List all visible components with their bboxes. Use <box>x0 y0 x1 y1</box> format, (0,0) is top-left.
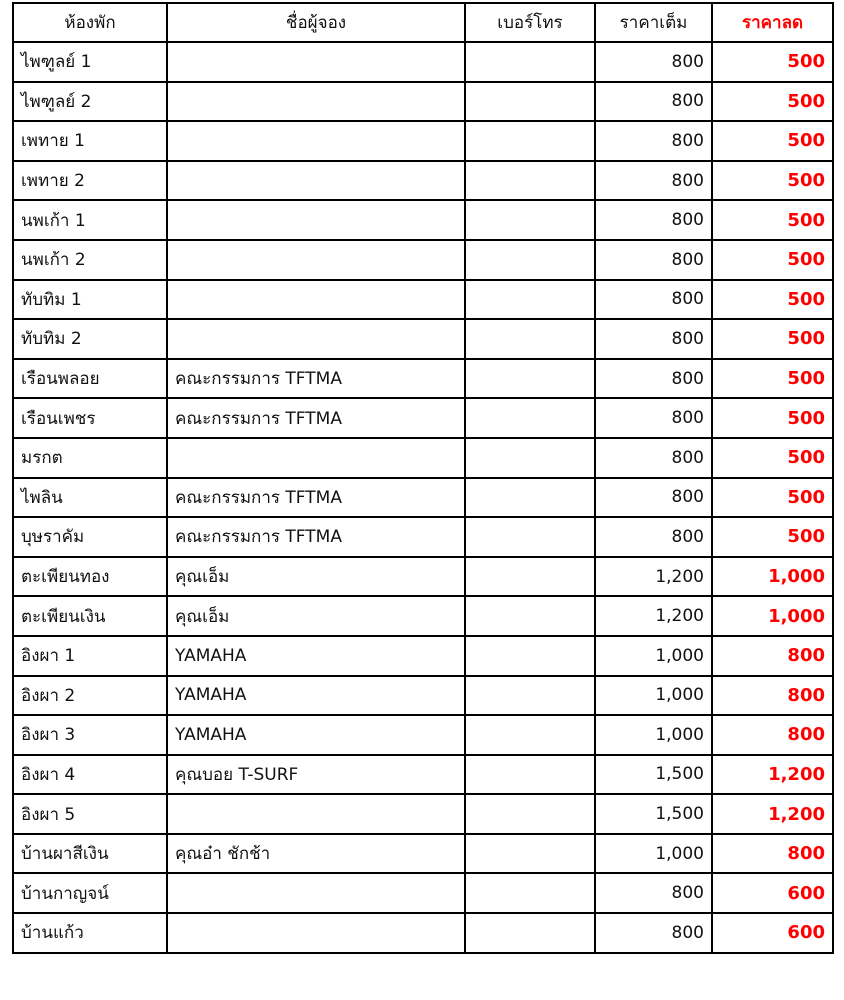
phone-cell <box>465 676 595 716</box>
table-row <box>13 438 833 478</box>
room-cell: ทับทิม 2 <box>13 319 167 359</box>
table-row <box>13 557 833 597</box>
header-guest-name: ชื่อผู้จอง <box>167 3 465 42</box>
room-booking-table <box>12 2 834 954</box>
guest-name-cell <box>167 161 465 201</box>
full-price-cell: 800 <box>595 200 712 240</box>
full-price-cell: 1,000 <box>595 636 712 676</box>
full-price-cell: 1,500 <box>595 794 712 834</box>
room-cell: อิงผา 5 <box>13 794 167 834</box>
discount-price-cell: 500 <box>712 240 833 280</box>
discount-price-cell: 600 <box>712 913 833 953</box>
discount-price-cell: 500 <box>712 359 833 399</box>
table-row <box>13 873 833 913</box>
table-row <box>13 676 833 716</box>
full-price-cell: 1,000 <box>595 834 712 874</box>
phone-cell <box>465 438 595 478</box>
phone-cell <box>465 161 595 201</box>
room-cell: เพทาย 1 <box>13 121 167 161</box>
full-price-cell: 800 <box>595 517 712 557</box>
discount-price-cell: 1,200 <box>712 755 833 795</box>
guest-name-cell <box>167 794 465 834</box>
room-cell: บ้านผาสีเงิน <box>13 834 167 874</box>
room-cell: อิงผา 4 <box>13 755 167 795</box>
header-room: ห้องพัก <box>13 3 167 42</box>
discount-price-cell: 500 <box>712 82 833 122</box>
phone-cell <box>465 715 595 755</box>
table-row <box>13 280 833 320</box>
table-row <box>13 517 833 557</box>
guest-name-cell <box>167 280 465 320</box>
room-cell: ตะเพียนทอง <box>13 557 167 597</box>
discount-price-cell: 800 <box>712 636 833 676</box>
phone-cell <box>465 755 595 795</box>
full-price-cell: 800 <box>595 240 712 280</box>
phone-cell <box>465 873 595 913</box>
full-price-cell: 800 <box>595 280 712 320</box>
table-row <box>13 319 833 359</box>
full-price-cell: 800 <box>595 319 712 359</box>
full-price-cell: 800 <box>595 398 712 438</box>
guest-name-cell: คณะกรรมการ TFTMA <box>167 478 465 518</box>
guest-name-cell <box>167 200 465 240</box>
discount-price-cell: 500 <box>712 319 833 359</box>
discount-price-cell: 500 <box>712 438 833 478</box>
room-cell: เพทาย 2 <box>13 161 167 201</box>
table-row <box>13 596 833 636</box>
table-row <box>13 834 833 874</box>
guest-name-cell: คณะกรรมการ TFTMA <box>167 517 465 557</box>
room-cell: บ้านกาญจน์ <box>13 873 167 913</box>
full-price-cell: 800 <box>595 121 712 161</box>
full-price-cell: 800 <box>595 913 712 953</box>
table-row <box>13 42 833 82</box>
full-price-cell: 800 <box>595 42 712 82</box>
room-cell: ไพลิน <box>13 478 167 518</box>
room-cell: ไพฑูลย์ 2 <box>13 82 167 122</box>
table-row <box>13 82 833 122</box>
discount-price-cell: 500 <box>712 398 833 438</box>
guest-name-cell: YAMAHA <box>167 715 465 755</box>
room-cell: เรือนพลอย <box>13 359 167 399</box>
guest-name-cell <box>167 240 465 280</box>
phone-cell <box>465 42 595 82</box>
full-price-cell: 800 <box>595 478 712 518</box>
discount-price-cell: 500 <box>712 517 833 557</box>
room-cell: อิงผา 3 <box>13 715 167 755</box>
guest-name-cell <box>167 319 465 359</box>
table-body <box>13 42 833 953</box>
phone-cell <box>465 478 595 518</box>
room-cell: นพเก้า 2 <box>13 240 167 280</box>
discount-price-cell: 600 <box>712 873 833 913</box>
guest-name-cell: คุณเอ็ม <box>167 596 465 636</box>
phone-cell <box>465 557 595 597</box>
room-cell: เรือนเพชร <box>13 398 167 438</box>
discount-price-cell: 1,000 <box>712 557 833 597</box>
guest-name-cell: คุณอ๋า ชักช้า <box>167 834 465 874</box>
discount-price-cell: 500 <box>712 121 833 161</box>
discount-price-cell: 1,000 <box>712 596 833 636</box>
phone-cell <box>465 319 595 359</box>
guest-name-cell: YAMAHA <box>167 676 465 716</box>
full-price-cell: 800 <box>595 161 712 201</box>
table-row <box>13 398 833 438</box>
phone-cell <box>465 834 595 874</box>
discount-price-cell: 800 <box>712 834 833 874</box>
phone-cell <box>465 240 595 280</box>
full-price-cell: 1,200 <box>595 557 712 597</box>
guest-name-cell: YAMAHA <box>167 636 465 676</box>
table-row <box>13 121 833 161</box>
table-row <box>13 913 833 953</box>
phone-cell <box>465 121 595 161</box>
phone-cell <box>465 82 595 122</box>
discount-price-cell: 800 <box>712 676 833 716</box>
table-row <box>13 478 833 518</box>
discount-price-cell: 500 <box>712 280 833 320</box>
table-row <box>13 161 833 201</box>
discount-price-cell: 500 <box>712 478 833 518</box>
room-cell: อิงผา 2 <box>13 676 167 716</box>
room-cell: บ้านแก้ว <box>13 913 167 953</box>
guest-name-cell: คุณบอย T-SURF <box>167 755 465 795</box>
discount-price-cell: 800 <box>712 715 833 755</box>
phone-cell <box>465 596 595 636</box>
header-row <box>13 3 833 42</box>
full-price-cell: 1,000 <box>595 676 712 716</box>
table-row <box>13 715 833 755</box>
room-cell: ทับทิม 1 <box>13 280 167 320</box>
header-phone: เบอร์โทร <box>465 3 595 42</box>
guest-name-cell: คณะกรรมการ TFTMA <box>167 398 465 438</box>
room-cell: นพเก้า 1 <box>13 200 167 240</box>
guest-name-cell <box>167 913 465 953</box>
room-cell: ตะเพียนเงิน <box>13 596 167 636</box>
table-row <box>13 794 833 834</box>
table-row <box>13 240 833 280</box>
guest-name-cell <box>167 42 465 82</box>
discount-price-cell: 500 <box>712 200 833 240</box>
full-price-cell: 800 <box>595 873 712 913</box>
phone-cell <box>465 913 595 953</box>
discount-price-cell: 500 <box>712 42 833 82</box>
header-full-price: ราคาเต็ม <box>595 3 712 42</box>
full-price-cell: 800 <box>595 82 712 122</box>
guest-name-cell <box>167 438 465 478</box>
discount-price-cell: 1,200 <box>712 794 833 834</box>
guest-name-cell: คณะกรรมการ TFTMA <box>167 359 465 399</box>
room-cell: มรกต <box>13 438 167 478</box>
table-row <box>13 636 833 676</box>
full-price-cell: 800 <box>595 359 712 399</box>
phone-cell <box>465 636 595 676</box>
guest-name-cell <box>167 82 465 122</box>
guest-name-cell <box>167 873 465 913</box>
phone-cell <box>465 280 595 320</box>
full-price-cell: 1,000 <box>595 715 712 755</box>
room-booking-sheet <box>12 2 832 954</box>
full-price-cell: 1,200 <box>595 596 712 636</box>
phone-cell <box>465 517 595 557</box>
table-row <box>13 200 833 240</box>
phone-cell <box>465 398 595 438</box>
full-price-cell: 1,500 <box>595 755 712 795</box>
table-row <box>13 755 833 795</box>
phone-cell <box>465 359 595 399</box>
header-discount-price: ราคาลด <box>712 3 833 42</box>
room-cell: ไพฑูลย์ 1 <box>13 42 167 82</box>
phone-cell <box>465 200 595 240</box>
room-cell: อิงผา 1 <box>13 636 167 676</box>
table-row <box>13 359 833 399</box>
table-header <box>13 3 833 42</box>
guest-name-cell: คุณเอ็ม <box>167 557 465 597</box>
phone-cell <box>465 794 595 834</box>
full-price-cell: 800 <box>595 438 712 478</box>
discount-price-cell: 500 <box>712 161 833 201</box>
guest-name-cell <box>167 121 465 161</box>
room-cell: บุษราคัม <box>13 517 167 557</box>
